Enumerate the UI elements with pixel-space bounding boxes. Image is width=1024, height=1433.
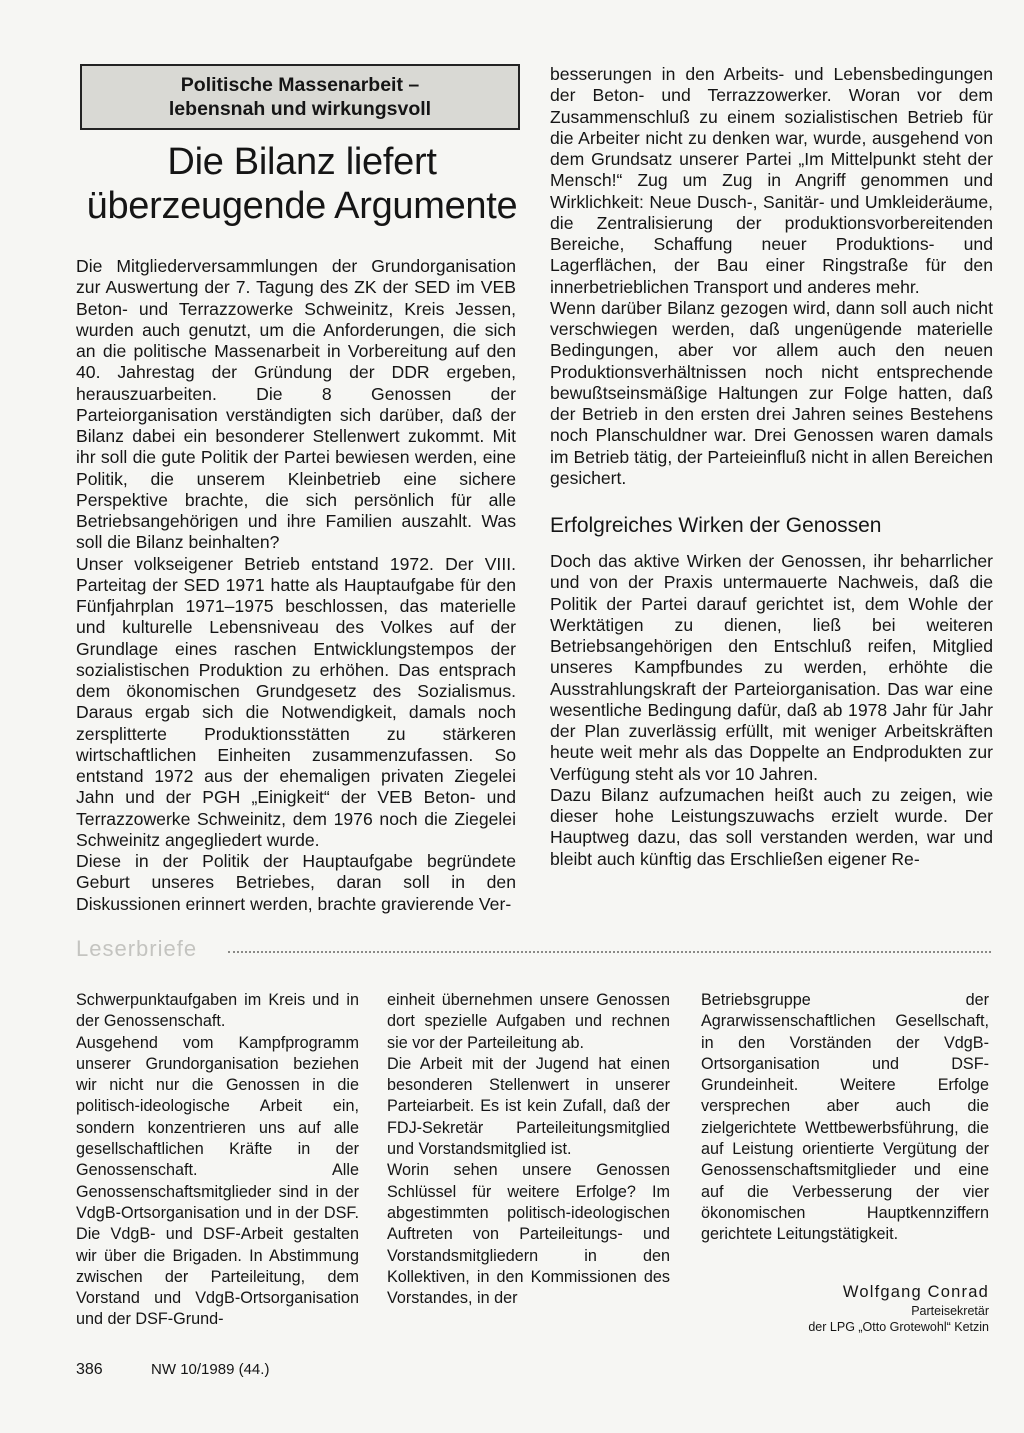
- headline-line-1: Die Bilanz liefert: [167, 141, 437, 183]
- letter-paragraph: Die Arbeit mit der Jugend hat einen besonderen Stellenwert in unserer Parteiarbeit. Es ist kein Zufall, daß der FDJ-Sekretär Parteileitungsmitglied und Vorstandsmitglied ist.: [387, 1054, 670, 1159]
- article-column-1: [76, 256, 516, 915]
- letter-column-2: [387, 990, 670, 1309]
- article-paragraph: Doch das aktive Wirken der Genossen, ihr beharrlicher und von der Praxis untermauerte Nachweis, daß die Politik der Partei darauf gerichtet ist, dem Wohle der Werktätigen zu dienen, ließ bei weiteren Betriebsangehörigen den Entschluß reifen, Mitglied unseres Kampfbundes zu werden, erhöhte die Ausstrahlungskraft der Parteiorganisation. Das war eine wesentliche Bedingung dafür, daß ab 1978 Jahr für Jahr der Plan zuverlässig erfüllt, mit weniger Arbeitskräften heute weit mehr als das Doppelte an Endprodukten zur Verfügung steht als vor 10 Jahren.: [550, 551, 993, 784]
- article-column-2: [550, 64, 993, 870]
- rubric-line-1: Politische Massenarbeit –: [180, 74, 420, 96]
- letter-paragraph: einheit übernehmen unsere Genossen dort spezielle Aufgaben und rechnen sie vor der Parteileitung ab.: [387, 991, 670, 1052]
- headline-line-2: überzeugende Argumente: [86, 185, 518, 227]
- letter-paragraph: Worin sehen unsere Genossen Schlüssel für weitere Erfolge? Im abgestimmten politisch-ideologischen Auftreten von Parteileitungs- und Vorstandsmitgliedern in den Kollektiven, in den Kommissionen des Vorstandes, in der: [387, 1161, 670, 1308]
- headline: [72, 140, 532, 228]
- author-name: Wolfgang Conrad: [842, 1282, 989, 1301]
- page-number: 386: [76, 1361, 103, 1378]
- letter-column-1: [76, 990, 359, 1331]
- article-paragraph: Dazu Bilanz aufzumachen heißt auch zu zeigen, wie dieser hohe Leistungszuwachs erzielt wurde. Der Hauptweg dazu, das soll verstanden werden, war und bleibt auch künftig das Erschließen eigener Re-: [550, 784, 993, 869]
- author-role-line-2: der LPG „Otto Grotewohl“ Ketzin: [808, 1319, 989, 1334]
- article-paragraph: besserungen in den Arbeits- und Lebensbedingungen der Beton- und Terrazzowerker. Woran vor dem Zusammenschluß zu einem sozialistischen Betrieb für die Arbeiter nicht zu denken war, wurde, ausgehend von dem Grundsatz unserer Partei „Im Mittelpunkt steht der Mensch!“ Zug um Zug in Angriff genommen und Wirklichkeit: Neue Dusch-, Sanitär- und Umkleideräume, die Zentralisierung der produktionsvorbereitenden Bereiche, Schaffung neuer Produktions- und Lagerflächen, der Bau einer Ringstraße für den innerbetrieblichen Transport und anderes mehr.: [550, 64, 993, 297]
- issue-reference: NW 10/1989 (44.): [151, 1361, 270, 1378]
- article-paragraph: Diese in der Politik der Hauptaufgabe begründete Geburt unseres Betriebes, daran soll in den Diskussionen erinnert werden, brachte gravierende Ver-: [76, 851, 516, 914]
- article-paragraph: Die Mitgliederversammlungen der Grundorganisation zur Auswertung der 7. Tagung des ZK der SED im VEB Beton- und Terrazzowerke Schweinitz, Kreis Jessen, wurden auch genutzt, um die Anforderungen, die sich an die politische Massenarbeit in Vorbereitung auf den 40. Jahrestag der Gründung der DDR ergeben, herauszuarbeiten. Die 8 Genossen der Parteiorganisation verständigten sich darüber, daß der Bilanz dabei ein besonderer Stellenwert zukommt. Mit ihr soll die gute Politik der Partei bewiesen werden, eine Politik, die unserem Kleinbetrieb eine sichere Perspektive brachte, die sich persönlich für alle Betriebsangehörigen und ihre Familien auszahlt. Was soll die Bilanz beinhalten?: [76, 256, 516, 553]
- author-role-line-1: Parteisekretär: [911, 1303, 989, 1318]
- rubric-line-2: lebensnah und wirkungsvoll: [168, 98, 432, 120]
- section-title: Leserbriefe: [76, 936, 198, 961]
- leserbriefe-header: [76, 936, 991, 966]
- letter-column-3: [701, 990, 989, 1335]
- letter-paragraph: Schwerpunktaufgaben im Kreis und in der Genossenschaft.: [76, 991, 359, 1031]
- letter-paragraph: Ausgehend vom Kampfprogramm unserer Grundorganisation beziehen wir nicht nur die Genossen in die politisch-ideologische Arbeit ein, sondern konzentrieren uns auf alle gesellschaftlichen Kräfte in der Genossenschaft. Alle Genossenschaftsmitglieder sind in der VdgB-Ortsorganisation und in der DSF. Die VdgB- und DSF-Arbeit gestalten wir über die Brigaden. In Abstimmung zwischen der Parteileitung, dem Vorstand und VdgB-Ortsorganisation und der DSF-Grund-: [76, 1033, 359, 1329]
- article-paragraph: Wenn darüber Bilanz gezogen wird, dann soll auch nicht verschwiegen werden, daß ungenügende materielle Bedingungen, aber vor allem auch den neuen Produktionsverhältnissen noch nicht entsprechende bewußtseinsmäßige Haltungen zur Folge hatten, daß der Betrieb in den ersten drei Jahren seines Bestehens noch Planschuldner war. Drei Genossen waren damals im Betrieb tätig, der Parteieinfluß nicht in allen Bereichen gesichert.: [550, 297, 994, 488]
- rubric-box: [80, 64, 520, 130]
- page-footer: [76, 1361, 269, 1379]
- article-paragraph: Unser volkseigener Betrieb entstand 1972. Der VIII. Parteitag der SED 1971 hatte als Hauptaufgabe für den Fünfjahrplan 1971–1975 beschlossen, das materielle und kulturelle Lebensniveau des Volkes auf der Grundlage eines raschen Entwicklungstempos der sozialistischen Produktion zu erhöhen. Das entsprach dem ökonomischen Grundgesetz des Sozialismus. Daraus ergab sich die Notwendigkeit, damals noch zersplitterte Produktionsstätten zu stärkeren wirtschaftlichen Einheiten zusammenzufassen. So entstand 1972 aus der ehemaligen privaten Ziegelei Jahn und der PGH „Einigkeit“ der VEB Beton- und Terrazzowerke Schweinitz, dem 1976 noch die Ziegelei Schweinitz angegliedert wurde.: [76, 553, 516, 850]
- article-subheading: Erfolgreiches Wirken der Genossen: [550, 514, 882, 537]
- letter-paragraph: Betriebsgruppe der Agrarwissenschaftlichen Gesellschaft, in den Vorständen der VdgB-Ortsorganisation und DSF-Grundeinheit. Weitere Erfolge versprechen aber auch die zielgerichtete Wettbewerbsführung, die auf Leistung orientierte Vergütung der Genossenschaftsmitglieder und eine auf die Verbesserung der vier ökonomischen Hauptkennziffern gerichtete Leitungstätigkeit.: [701, 991, 989, 1244]
- section-divider: [228, 951, 991, 953]
